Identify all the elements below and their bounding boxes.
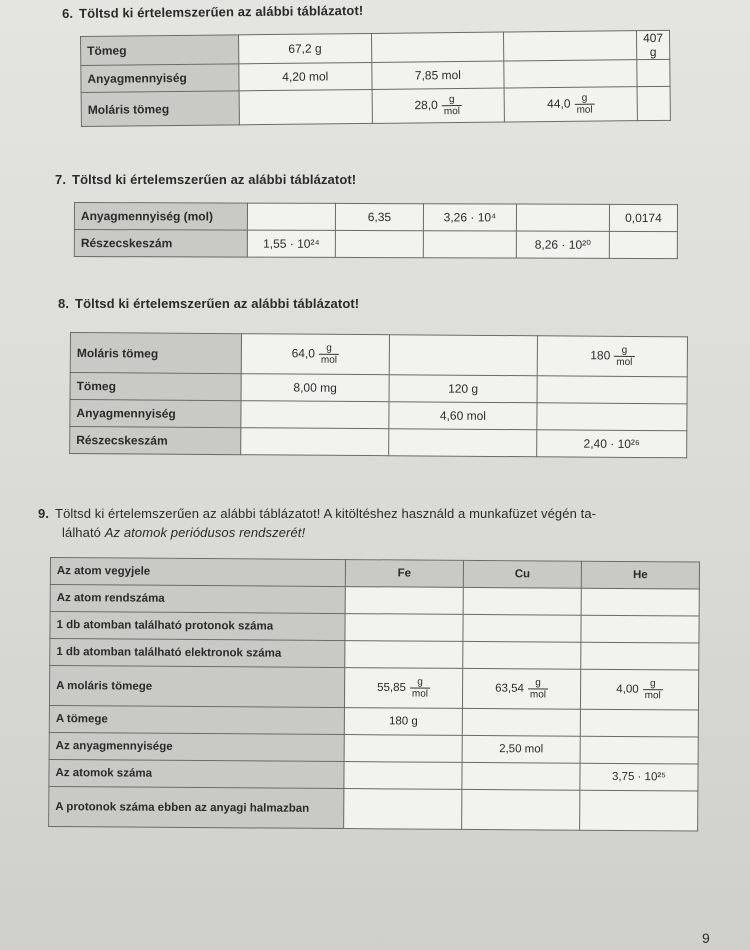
task-number: 6. <box>62 5 74 21</box>
cell-value: 28,0 <box>414 97 438 113</box>
table-cell: 2,50 mol <box>462 735 580 763</box>
table-cell: 6,35 <box>335 203 423 230</box>
row-label: Részecskeszám <box>70 427 241 455</box>
table-cell: 0,0174 <box>609 204 677 231</box>
cell-value: 63,54 <box>495 682 524 695</box>
unit-fraction: $\frac{g}{\text{mol}}$ <box>319 343 339 366</box>
task-7-table <box>74 202 678 259</box>
table-cell <box>637 86 670 120</box>
table-cell: 7,85 mol <box>371 61 504 89</box>
task-8-table <box>69 332 688 458</box>
table-cell <box>241 428 389 456</box>
task-6-table <box>80 30 671 127</box>
unit-fraction: $\frac{g}{\text{mol}}$ <box>442 94 462 117</box>
table-cell <box>344 789 462 830</box>
task-number: 9. <box>38 506 50 521</box>
table-cell <box>345 614 463 642</box>
row-label: Részecskeszám <box>74 230 247 258</box>
table-row <box>70 373 687 404</box>
table-row <box>81 86 670 126</box>
row-label: Moláris tömeg <box>81 91 239 127</box>
table-cell: 8,00 mg <box>241 374 389 402</box>
row-label: Az atom vegyjele <box>50 558 345 587</box>
unit-fraction: $\frac{g}{\text{mol}}$ <box>528 677 548 700</box>
row-label: Anyagmennyiség <box>81 64 239 93</box>
table-cell <box>344 762 462 790</box>
task-text: Töltsd ki értelemszerűen az alábbi táblázatot! <box>75 296 360 311</box>
row-label: 1 db atomban található protonok száma <box>50 612 345 641</box>
task-text: Töltsd ki értelemszerűen az alábbi táblázatot! <box>79 2 364 21</box>
table-cell <box>637 59 670 86</box>
table-cell <box>504 60 637 88</box>
table-cell <box>462 789 580 830</box>
cell-value: 44,0 <box>547 96 571 111</box>
row-label: Az atom rendszáma <box>50 585 345 614</box>
table-cell <box>516 204 609 231</box>
unit-fraction: $\frac{g}{\text{mol}}$ <box>614 345 634 368</box>
row-label: Tömeg <box>70 373 241 401</box>
table-cell <box>581 642 699 670</box>
table-cell <box>371 32 504 62</box>
row-label: A protonok száma ebben az anyagi halmazban <box>49 786 344 828</box>
row-label: Moláris tömeg <box>70 333 241 374</box>
table-cell <box>537 336 687 377</box>
table-cell <box>345 587 463 615</box>
table-cell: 3,26 · 10⁴ <box>423 204 516 231</box>
cell-value: 64,0 <box>291 346 316 361</box>
table-cell <box>247 203 335 230</box>
table-cell <box>581 588 699 616</box>
table-cell <box>504 87 637 122</box>
unit-fraction: $\frac{g}{\text{mol}}$ <box>574 93 594 116</box>
task-text-italic: Az atomok periódusos rendszerét! <box>104 525 306 540</box>
row-label: Az atomok száma <box>49 759 344 788</box>
table-cell: 407 g <box>636 30 669 59</box>
cell-value: 4,00 <box>616 683 639 696</box>
table-cell <box>463 614 581 642</box>
task-9-table <box>48 557 700 832</box>
table-cell <box>580 709 698 737</box>
table-cell: 120 g <box>389 375 537 403</box>
table-row <box>49 786 698 831</box>
table-cell: 2,40 · 10²⁶ <box>537 430 687 458</box>
table-cell <box>241 401 389 429</box>
page-number: 9 <box>702 930 710 946</box>
task-text: Töltsd ki értelemszerűen az alábbi táblázatot! <box>72 172 357 187</box>
task-number: 8. <box>58 296 70 311</box>
task-number: 7. <box>55 172 67 187</box>
unit-fraction: $\frac{g}{\text{mol}}$ <box>410 677 430 700</box>
table-cell <box>389 429 537 457</box>
cell-value: 180 <box>590 348 611 363</box>
table-cell <box>462 762 580 790</box>
table-cell <box>344 668 462 709</box>
table-cell <box>241 334 389 375</box>
table-cell: 180 g <box>344 708 462 736</box>
table-row <box>49 666 698 711</box>
column-header: He <box>581 561 699 589</box>
column-header: Fe <box>345 560 463 588</box>
table-cell <box>537 403 687 431</box>
table-cell: 8,26 · 10²⁰ <box>516 231 609 258</box>
table-row <box>70 427 687 458</box>
table-row <box>70 400 687 431</box>
task-8-instruction <box>58 296 359 311</box>
row-label: Az anyagmennyisége <box>49 732 344 761</box>
table-cell <box>462 708 580 736</box>
table-cell <box>463 587 581 615</box>
table-cell <box>423 231 516 258</box>
row-label: Tömeg <box>81 35 239 66</box>
task-text-continued: lálható <box>62 525 105 540</box>
unit-fraction: $\frac{g}{\text{mol}}$ <box>643 678 663 701</box>
table-cell: 4,20 mol <box>239 62 372 90</box>
table-cell <box>344 735 462 763</box>
table-cell <box>580 736 698 764</box>
table-cell <box>580 790 698 831</box>
table-cell <box>537 376 687 404</box>
table-cell: 4,60 mol <box>389 402 537 430</box>
table-row <box>74 203 677 232</box>
row-label: Anyagmennyiség (mol) <box>74 203 247 231</box>
table-row <box>74 230 677 259</box>
cell-value: 55,85 <box>377 681 406 695</box>
row-label: 1 db atomban található elektronok száma <box>50 639 345 668</box>
table-cell <box>504 31 637 61</box>
task-text: Töltsd ki értelemszerűen az alábbi táblázatot! A kitöltéshez használd a munkafüzet végén ta- <box>55 506 597 521</box>
table-row <box>70 333 687 377</box>
column-header: Cu <box>463 560 581 588</box>
table-cell <box>581 615 699 643</box>
table-cell <box>580 669 698 710</box>
table-cell: 3,75 · 10²⁵ <box>580 763 698 791</box>
task-6-instruction <box>62 3 363 21</box>
row-label: Anyagmennyiség <box>70 400 241 428</box>
task-9-instruction <box>38 504 678 542</box>
task-7-instruction <box>55 172 356 187</box>
table-cell: 1,55 · 10²⁴ <box>247 230 335 257</box>
table-cell <box>239 89 372 124</box>
table-cell <box>372 88 505 123</box>
table-cell: 67,2 g <box>239 33 372 63</box>
table-cell <box>609 231 677 258</box>
table-cell <box>463 641 581 669</box>
row-label: A tömege <box>49 705 344 734</box>
table-cell <box>335 230 423 257</box>
table-cell <box>345 641 463 669</box>
row-label: A moláris tömege <box>49 666 344 708</box>
table-cell <box>462 668 580 709</box>
table-cell <box>389 335 537 376</box>
